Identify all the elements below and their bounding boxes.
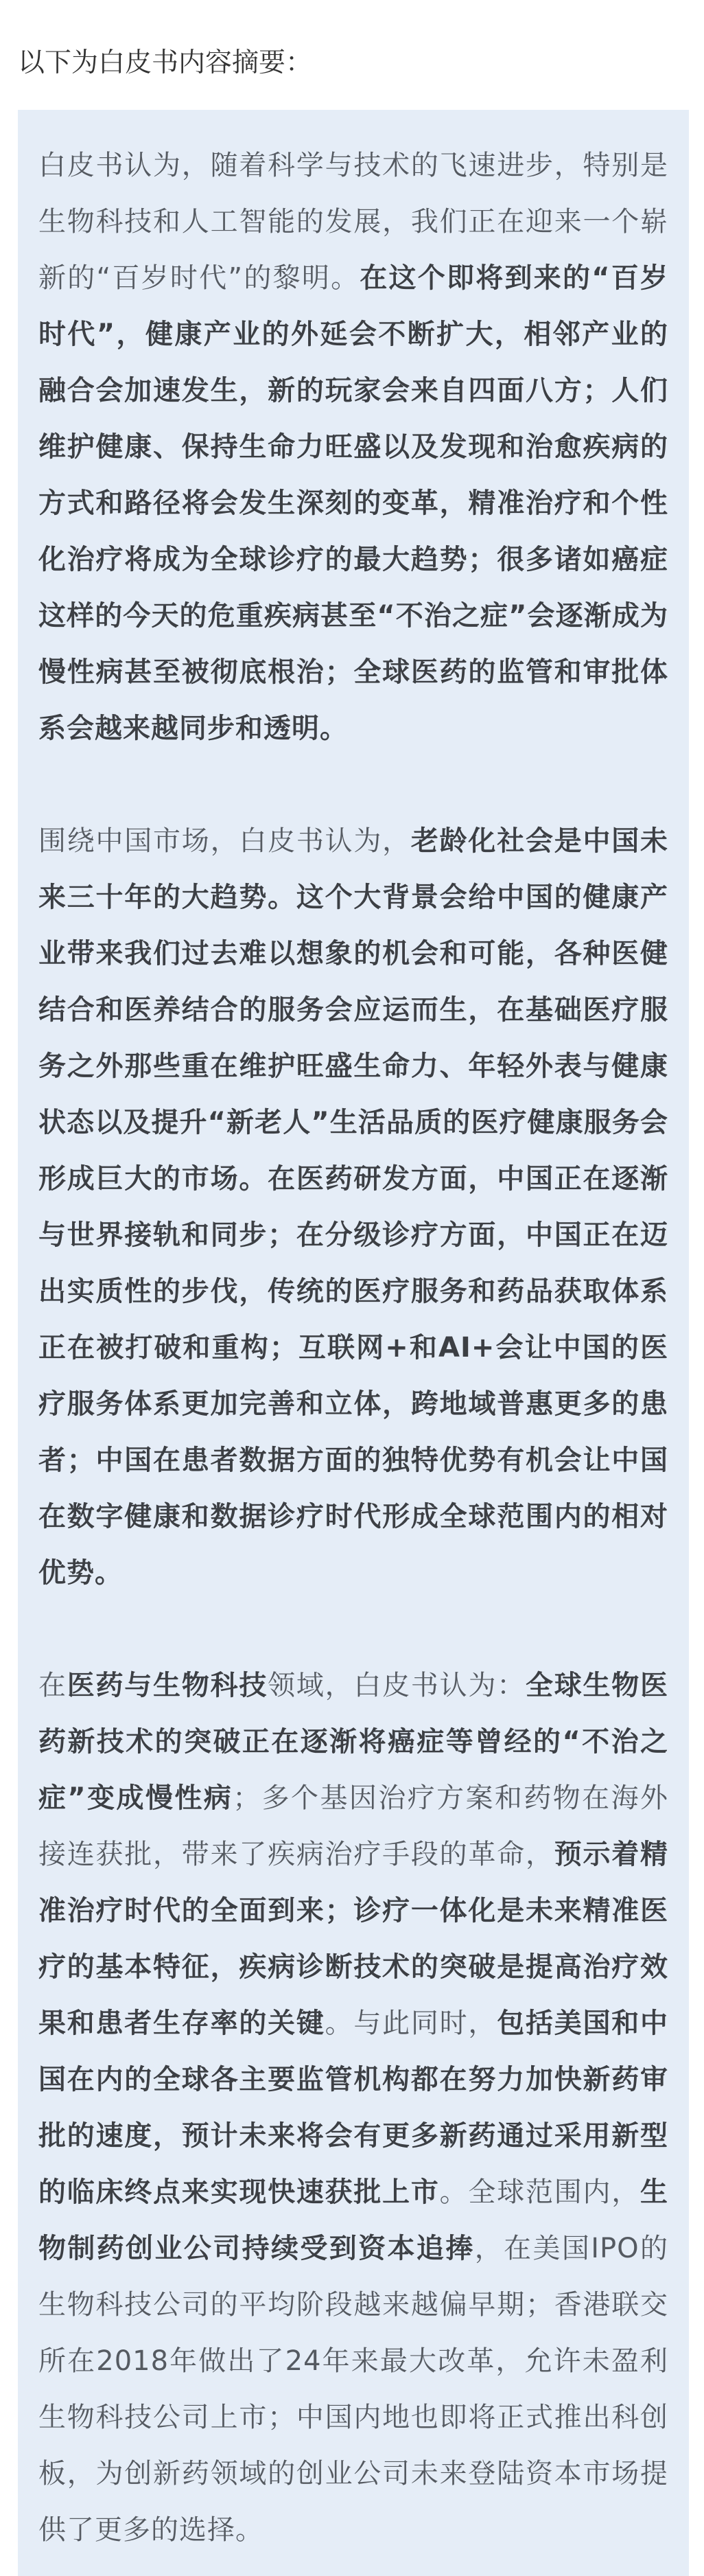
text-segment: ；多个基因治疗方案和药物在海外接连获批，带来了疾病治疗手段的革命， xyxy=(38,1782,669,1870)
summary-paragraph-3 xyxy=(38,1657,668,2558)
text-segment: 。全球范围内， xyxy=(439,2176,641,2208)
text-segment: 领域，白皮书认为： xyxy=(268,1670,526,1701)
text-segment: 白皮书认为，随着科学与技术的飞速进步，特别是生物科技和人工智能的发展，我们正在迎来一个崭新的“百岁时代”的黎明。 xyxy=(38,150,668,294)
summary-paragraph-1 xyxy=(38,137,668,757)
bold-text-segment: 生物制药创业公司持续受到资本追捧 xyxy=(38,2176,669,2264)
bold-text-segment: 全球生物医药新技术的突破正在逐渐将癌症等曾经的“不治之症”变成慢性病 xyxy=(38,1670,669,1814)
summary-paragraph-2 xyxy=(38,813,668,1601)
text-segment: 。与此同时， xyxy=(325,2008,497,2039)
bold-text-segment: 老龄化社会是中国未来三十年的大趋势。这个大背景会给中国的健康产业带来我们过去难以想象的机会和可能，各种医健结合和医养结合的服务会应运而生，在基础医疗服务之外那些重在维护旺盛生命力、年轻外表与健康状态以及提升“新老人”生活品质的医疗健康服务会形成巨大的市场。在医药研发方面，中国正在逐渐与世界接轨和同步；在分级诊疗方面，中国正在迈出实质性的步伐，传统的医疗服务和药品获取体系正在被打破和重构；互联网+和AI+会让中国的医疗服务体系更加完善和立体，跨地域普惠更多的患者；中国在患者数据方面的独特优势有机会让中国在数字健康和数据诊疗时代形成全球范围内的相对优势。 xyxy=(38,825,669,1589)
text-segment: 围绕中国市场，白皮书认为， xyxy=(38,825,411,857)
bold-text-segment: 包括美国和中国在内的全球各主要监管机构都在努力加快新药审批的速度，预计未来将会有更多新药通过采用新型的临床终点来实现快速获批上市 xyxy=(38,2008,669,2208)
summary-box xyxy=(18,110,689,2576)
intro-text: 以下为白皮书内容摘要： xyxy=(18,47,313,78)
text-segment: 在 xyxy=(38,1670,67,1701)
bold-text-segment: 在这个即将到来的“百岁时代”，健康产业的外延会不断扩大，相邻产业的融合会加速发生，新的玩家会来自四面八方；人们维护健康、保持生命力旺盛以及发现和治愈疾病的方式和路径将会发生深刻的变革，精准治疗和个性化治疗将成为全球诊疗的最大趋势；很多诸如癌症这样的今天的危重疾病甚至“不治之症”会逐渐成为慢性病甚至被彻底根治；全球医药的监管和审批体系会越来越同步和透明。 xyxy=(38,262,668,744)
bold-text-segment: 医药与生物科技 xyxy=(67,1670,268,1701)
bold-text-segment: 预示着精准治疗时代的全面到来；诊疗一体化是未来精准医疗的基本特征，疾病诊断技术的突破是提高治疗效果和患者生存率的关键 xyxy=(38,1839,669,2039)
text-segment: ，在美国IPO的生物科技公司的平均阶段越来越偏早期；香港联交所在2018年做出了24年来最大改革，允许未盈利生物科技公司上市；中国内地也即将正式推出科创板，为创新药领域的创业公司未来登陆资本市场提供了更多的选择。 xyxy=(38,2233,669,2546)
